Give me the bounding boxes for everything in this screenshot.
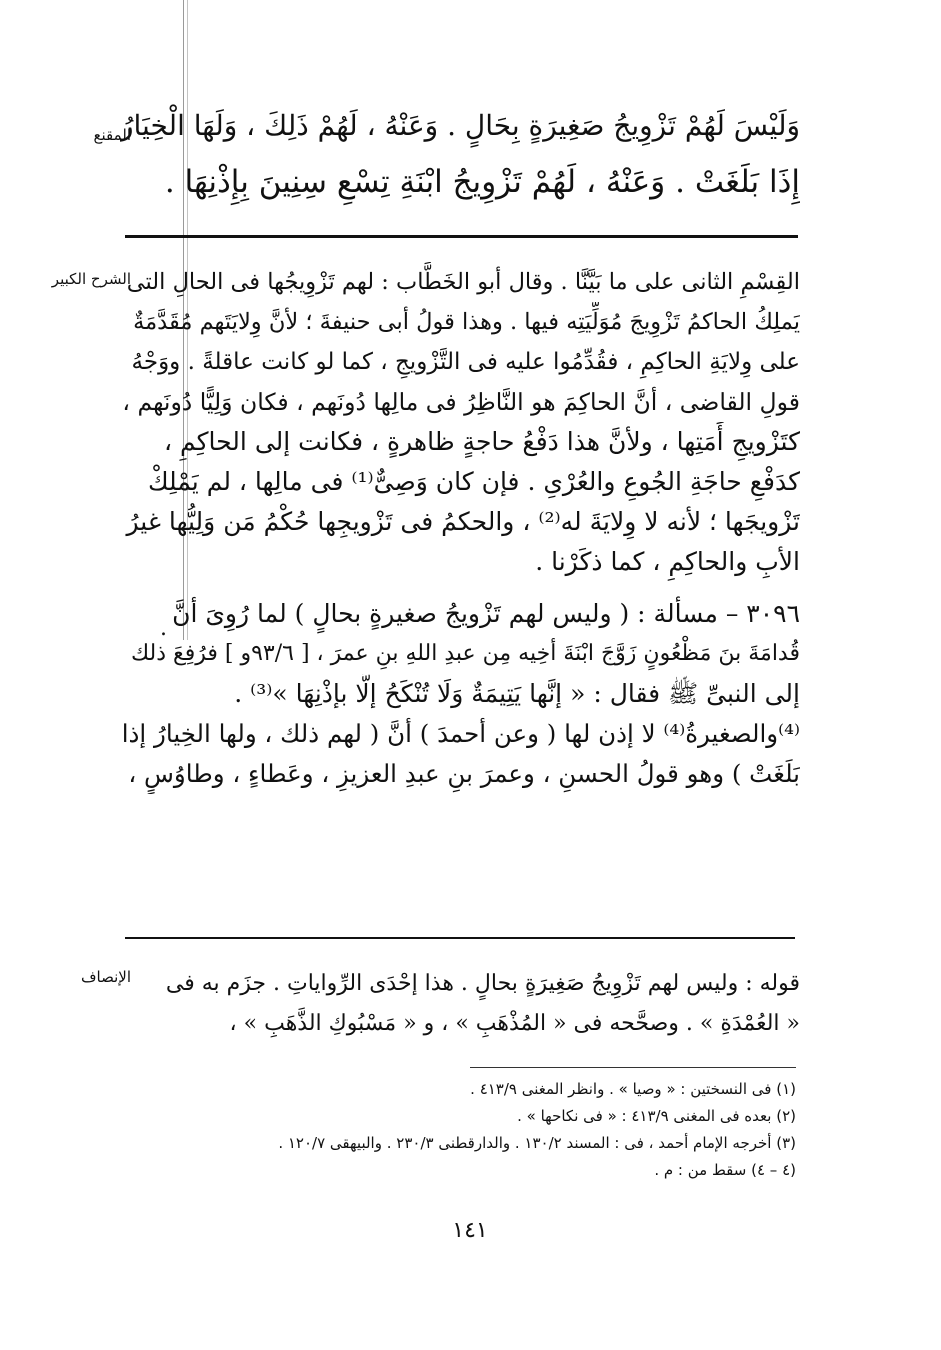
sharh-line: قُدامَةَ بنَ مَظْعُونٍ زَوَّجَ ابْنَةَ أخِيه مِن عبدِ اللهِ بنِ عمرَ ، [ ٩٣/٦و ] فرُفِعَ ذلك: [130, 641, 800, 666]
sharh-text-block: [120, 262, 800, 794]
footnote-1: (١) فى النسختين : « وصيا » . وانظر المغنى ٤١٣/٩ .: [470, 1080, 796, 1098]
footnote-3: (٣) أخرجه الإمام أحمد ، فى : المسند ١٣٠/٢ . والدارقطنى ٢٣٠/٣ . والبيهقى ١٢٠/٧ .: [278, 1134, 796, 1152]
page-number: ١٤١: [452, 1218, 488, 1243]
sharh-line: القِسْمِ الثانى على ما بَيَّنَّا . وقال أبو الخَطَّاب : لهم تَزْوِيجُها فى الحالِ التى: [126, 269, 800, 295]
label-muqni: المقنع: [93, 126, 131, 144]
insaf-line: قوله : وليس لهم تَزْوِيجُ صَغِيرَةٍ بحالٍ . هذا إحْدَى الرِّواياتِ . جزَم به فى: [165, 971, 800, 996]
sharh-line: بَلَغَتْ ) وهو قولُ الحسنِ ، وعمرَ بنِ عبدِ العزيزِ ، وعَطاءٍ ، وطاوُسٍ ،: [128, 759, 800, 788]
muqni-text-block: [120, 98, 800, 210]
muqni-line: وَلَيْسَ لَهُمْ تَزْوِيجُ صَغِيرَةٍ بِحَالٍ . وَعَنْهُ ، لَهُمْ ذَلِكَ ، وَلَهَا الْخِيَارُ: [120, 109, 800, 142]
muqni-line: إِذَا بَلَغَتْ . وَعَنْهُ ، لَهُمْ تَزْوِيجُ ابْنَةِ تِسْعِ سِنِينَ بِإِذْنِهَا .: [164, 164, 800, 200]
label-insaf: الإنصاف: [80, 968, 131, 986]
footnotes-block: [120, 1076, 796, 1184]
sharh-line: كتَزْويجِ أَمَتِها ، ولأنَّ هذا دَفْعُ حاجةٍ ظاهرةٍ ، فكانت إلى الحاكِمِ ،: [164, 427, 800, 456]
section-divider-thin: [125, 937, 795, 939]
footnote-4: (٤ – ٤) سقط من : م .: [654, 1161, 796, 1179]
insaf-text-block: [120, 964, 800, 1044]
stray-dot-mark: .: [160, 616, 167, 641]
label-sharh-kabir: الشرح الكبير: [51, 270, 131, 288]
sharh-line: قولِ القاضى ، أنَّ الحاكِمَ هو النَّاظِرُ فى مالِها دُونَهم ، فكان وَلِيًّا دُونَهم ،: [122, 388, 800, 416]
section-divider-thick: [125, 235, 798, 238]
footnote-2: (٢) بعده فى المغنى ٤١٣/٩ : « فى نكاحها » .: [517, 1107, 796, 1125]
sharh-line: ⁽⁴⁾والصغيرةُ⁽⁴⁾ لا إذن لها ( وعن أحمدَ ) أنَّ ( لهم ذلك ، ولها الخِيارُ إذا: [121, 719, 800, 748]
sharh-line: الأبِ والحاكِمِ ، كما ذكَرْنا .: [535, 547, 800, 576]
sharh-line: كدَفْعِ حاجَةِ الجُوعِ والعُرْىِ . فإن كان وَصِىٌّ⁽¹⁾ فى مالِها ، لم يَمْلِكْ: [147, 467, 800, 496]
footnote-divider: [470, 1067, 796, 1068]
sharh-line: يَملِكُ الحاكمُ تَزْوِيجَ مُوَلِّيَتِه فيها . وهذا قولُ أبى حنيفةَ ؛ لأنَّ وِلايَتَهم مُقَدَّمَةٌ: [133, 309, 800, 335]
masala-heading-line: ٣٠٩٦ – مسألة : ( وليس لهم تَزْويجُ صغيرةٍ بحالٍ ) لما رُوِىَ أنَّ: [172, 599, 800, 628]
sharh-line: تَزْويجَها ؛ لأنه لا وِلايَةَ له⁽²⁾ ، والحكمُ فى تَزْويجِها حُكْمُ مَن وَلِيُّها غيرُ: [126, 507, 800, 536]
sharh-line: على وِلايَةِ الحاكِمِ ، فقُدِّمُوا عليه فى التَّزْويجِ ، كما لو كانت عاقلةً . ووَجْهُ: [131, 349, 800, 375]
insaf-line: « العُمْدَةِ » . وصحَّحه فى « المُذْهَبِ » ، و « مَسْبُوكِ الذَّهَبِ » ،: [229, 1011, 800, 1036]
sharh-line: إلى النبىِّ ﷺ فقال : « إنَّها يَتِيمَةٌ وَلَا تُنْكَحُ إلَّا بإذْنِهَا »⁽³⁾ .: [234, 679, 800, 708]
